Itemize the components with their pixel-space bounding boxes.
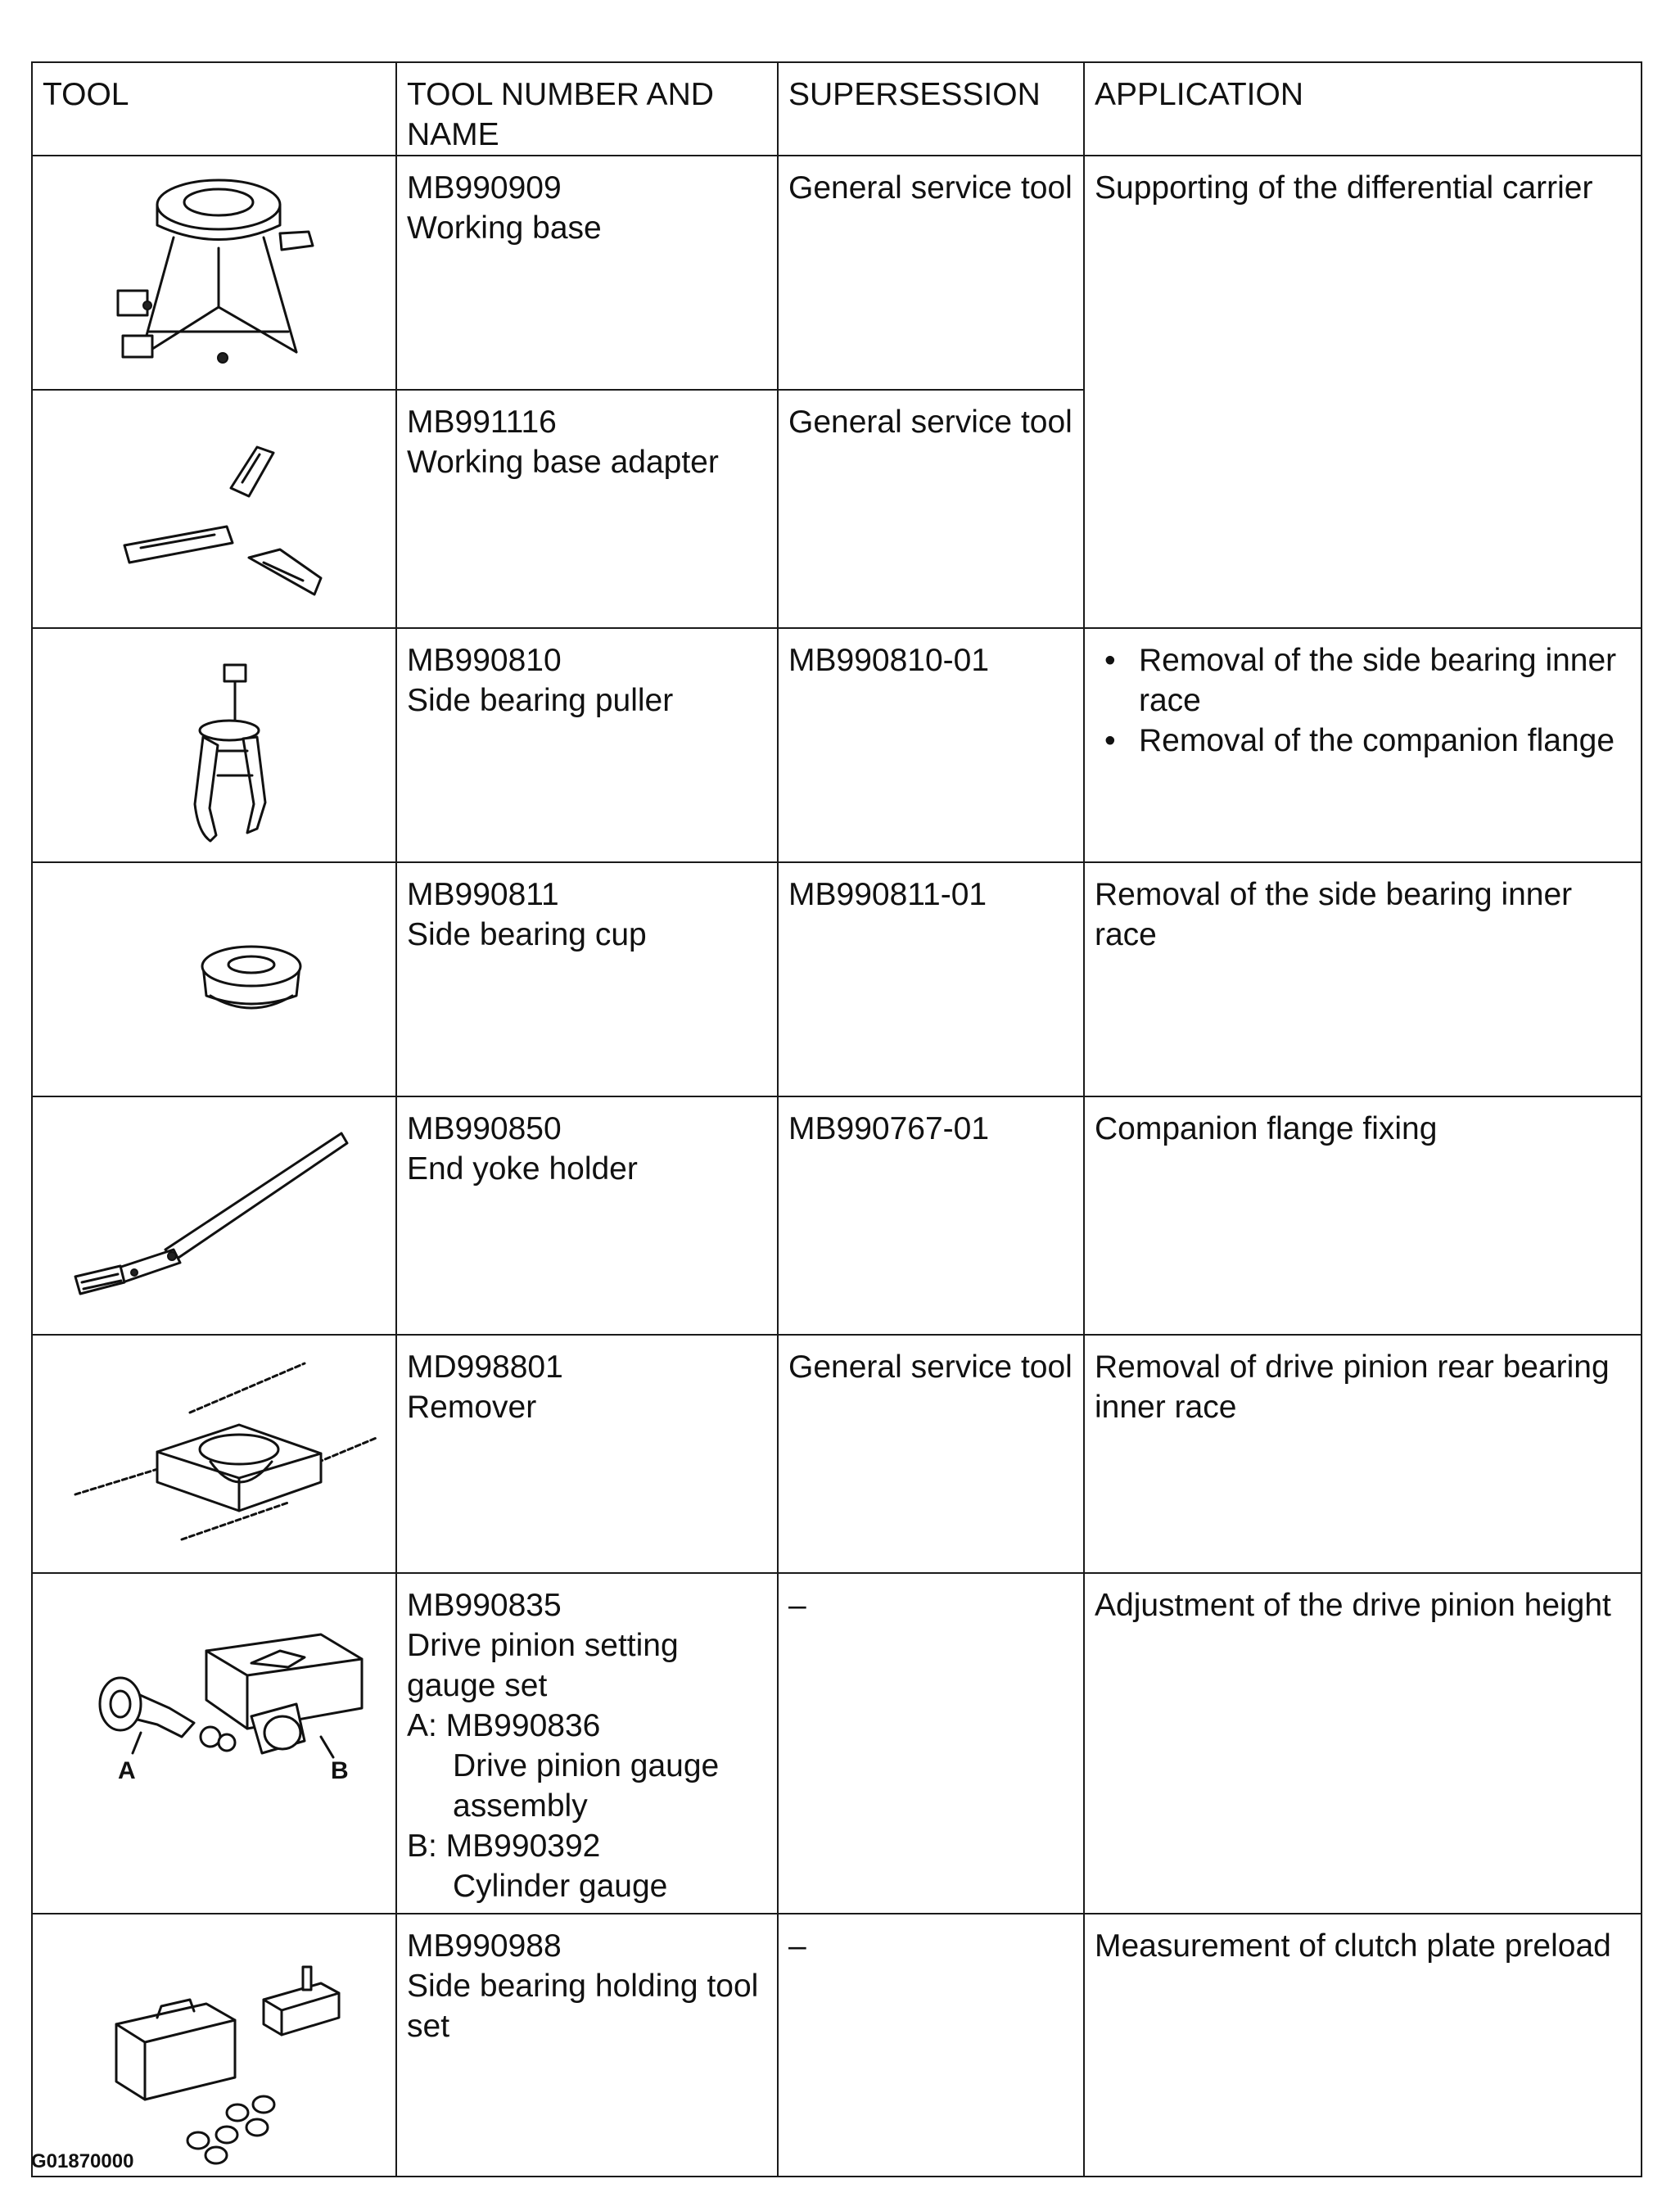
list-item: • Removal of the companion flange [1095,721,1631,761]
tool-number: MB990909 [407,170,562,206]
table-row [32,628,1642,862]
supersession-cell: MB990767-01 [778,1096,1084,1335]
application-list [1095,640,1631,761]
tool-number-name-cell [396,628,778,862]
supersession-cell: MB990811-01 [778,862,1084,1096]
tool-image-cell [32,862,396,1096]
table-row [32,862,1642,1096]
tool-name: Working base [407,210,602,246]
list-item: • Removal of the side bearing inner race [1095,640,1631,721]
tool-image-cell [32,1914,396,2177]
tool-image-cell [32,1096,396,1335]
end-yoke-holder-icon [43,1109,386,1334]
figure-code: G01870000 [31,2150,134,2172]
sub-tool-a-name: Drive pinion gauge assembly [453,1748,720,1824]
sub-tool-b-name: Cylinder gauge [453,1869,668,1904]
side-bearing-puller-icon [43,640,386,861]
table-row [32,156,1642,390]
working-base-adapter-icon [43,402,386,627]
tool-number-name-cell [396,156,778,390]
table-row [32,1573,1642,1914]
application-cell: Removal of drive pinion rear bearing inner race [1084,1335,1642,1573]
tool-image-cell [32,628,396,862]
tool-number-name-cell [396,1335,778,1573]
holding-tool-set-icon [43,1926,386,2176]
sub-tool-a-number: A: MB990836 [407,1708,601,1743]
header-tool: TOOL [32,62,396,156]
supersession-cell: MB990810-01 [778,628,1084,862]
tool-name: Remover [407,1390,537,1425]
tool-number: MB990811 [407,877,559,912]
callout-b: B [331,1757,349,1784]
supersession-cell: General service tool [778,156,1084,390]
application-cell: Supporting of the differential carrier [1084,156,1642,628]
tool-number-name-cell [396,862,778,1096]
tool-number: MB990835 [407,1588,562,1623]
remover-icon [43,1347,386,1572]
supersession-cell: General service tool [778,390,1084,628]
tool-image-cell [32,156,396,390]
tool-number: MB991116 [407,405,557,440]
tool-number-name-cell [396,1096,778,1335]
table-header-row [32,62,1642,156]
application-cell [1084,628,1642,862]
gauge-set-icon [43,1585,386,1913]
tool-name: Side bearing holding tool set [407,1969,759,2044]
header-application: APPLICATION [1084,62,1642,156]
tool-name: Drive pinion setting gauge set [407,1628,679,1703]
callout-a: A [118,1757,136,1784]
tool-name: Working base adapter [407,445,719,480]
tool-name: End yoke holder [407,1151,638,1187]
table-row [32,1914,1642,2177]
tool-image-cell [32,1335,396,1573]
tool-number: MB990810 [407,643,562,678]
supersession-cell: – [778,1914,1084,2177]
tool-number-name-cell [396,390,778,628]
tool-number-name-cell [396,1573,778,1914]
table-row [32,1335,1642,1573]
special-tools-table [31,61,1642,2177]
working-base-icon [43,168,386,389]
supersession-cell: General service tool [778,1335,1084,1573]
tool-number: MD998801 [407,1349,563,1385]
tool-number-name-cell [396,1914,778,2177]
header-supersession: SUPERSESSION [778,62,1084,156]
table-row [32,1096,1642,1335]
sub-tool-b-number: B: MB990392 [407,1829,601,1864]
tool-number: MB990988 [407,1928,562,1964]
tool-name: Side bearing puller [407,683,674,718]
tool-number: MB990850 [407,1111,562,1146]
side-bearing-cup-icon [43,875,386,1096]
application-cell: Companion flange fixing [1084,1096,1642,1335]
application-cell: Measurement of clutch plate preload [1084,1914,1642,2177]
header-tool-number-and-name: TOOL NUMBER AND NAME [396,62,778,156]
application-cell: Removal of the side bearing inner race [1084,862,1642,1096]
tool-name: Side bearing cup [407,917,647,952]
application-cell: Adjustment of the drive pinion height [1084,1573,1642,1914]
tool-image-cell [32,390,396,628]
supersession-cell: – [778,1573,1084,1914]
tool-image-cell [32,1573,396,1914]
